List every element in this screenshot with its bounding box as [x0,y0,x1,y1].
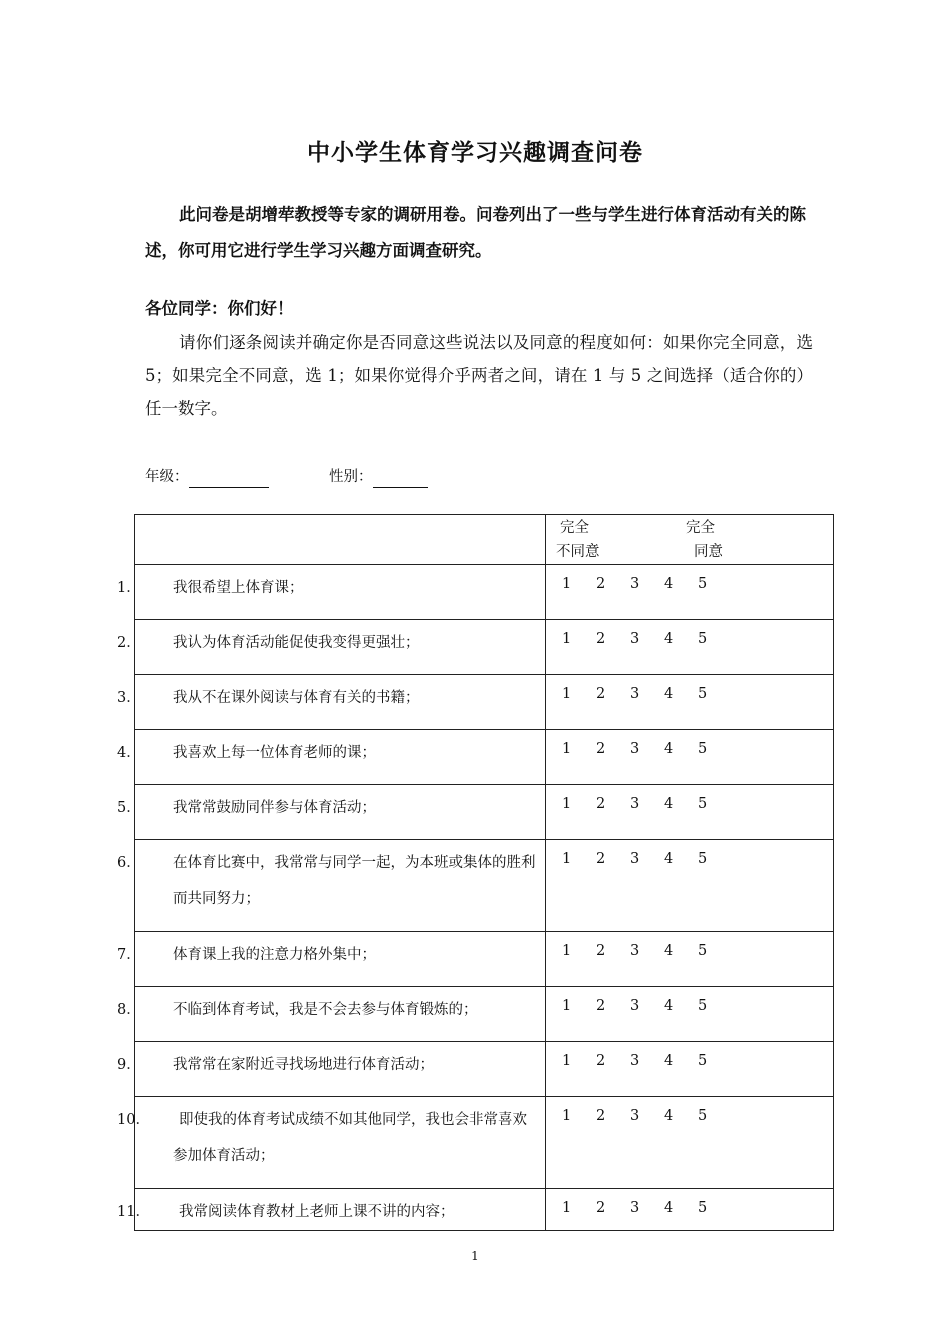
scale-option-1[interactable]: 1 [562,1053,572,1069]
table-row [135,840,834,932]
scale-option-4[interactable]: 4 [664,1053,674,1069]
question-text: 我常常鼓励同伴参与体育活动； [173,800,376,816]
question-text: 我常阅读体育教材上老师上课不讲的内容； [179,1204,455,1220]
table-row [135,620,834,675]
scale-option-4[interactable]: 4 [664,741,674,757]
scale-option-4[interactable]: 4 [664,1200,674,1216]
header-disagree-top: 完全 [560,520,589,536]
scale-option-1[interactable]: 1 [562,1200,572,1216]
scale-option-2[interactable]: 2 [596,686,606,702]
question-text: 不临到体育考试，我是不会去参与体育锻炼的； [173,1002,478,1018]
gender-label: 性别： [329,469,373,485]
question-number: 2． [117,635,141,651]
scale-option-2[interactable]: 2 [596,741,606,757]
scale-option-5[interactable]: 5 [698,1108,708,1124]
question-number: 1． [117,580,141,596]
scale-option-1[interactable]: 1 [562,998,572,1014]
scale-option-5[interactable]: 5 [698,741,708,757]
header-scale-cell [546,515,834,565]
scale-option-1[interactable]: 1 [562,741,572,757]
question-cell [117,932,546,987]
scale-cell [546,840,834,932]
scale-option-2[interactable]: 2 [596,851,606,867]
question-text: 我从不在课外阅读与体育有关的书籍； [173,690,420,706]
scale-option-3[interactable]: 3 [630,1108,640,1124]
scale-cell [546,1097,834,1189]
question-cell [117,675,546,730]
scale-option-4[interactable]: 4 [664,851,674,867]
scale-option-2[interactable]: 2 [596,1108,606,1124]
scale-option-4[interactable]: 4 [664,576,674,592]
question-text: 体育课上我的注意力格外集中； [173,947,376,963]
scale-option-2[interactable]: 2 [596,943,606,959]
scale-option-1[interactable]: 1 [562,686,572,702]
scale-option-4[interactable]: 4 [664,796,674,812]
question-number: 8． [117,1002,141,1018]
question-text: 我很希望上体育课； [173,580,304,596]
scale-cell [546,620,834,675]
scale-option-2[interactable]: 2 [596,796,606,812]
table-row [135,1097,834,1189]
table-row [135,1189,834,1231]
question-cell [117,785,546,840]
scale-option-1[interactable]: 1 [562,576,572,592]
scale-option-3[interactable]: 3 [630,686,640,702]
question-cell [117,730,546,785]
questionnaire-table [117,514,834,1231]
scale-option-2[interactable]: 2 [596,1200,606,1216]
scale-option-4[interactable]: 4 [664,1108,674,1124]
scale-option-4[interactable]: 4 [664,686,674,702]
scale-option-5[interactable]: 5 [698,576,708,592]
scale-option-2[interactable]: 2 [596,576,606,592]
header-agree-bottom: 同意 [694,544,723,560]
scale-option-4[interactable]: 4 [664,943,674,959]
table-row [135,987,834,1042]
scale-option-3[interactable]: 3 [630,576,640,592]
scale-option-2[interactable]: 2 [596,998,606,1014]
scale-option-5[interactable]: 5 [698,796,708,812]
table-row [135,932,834,987]
instructions-paragraph: 请你们逐条阅读并确定你是否同意这些说法以及同意的程度如何：如果你完全同意，选 5；如果完全不同意，选 1；如果你觉得介乎两者之间，请在 1 与 5 之间选择（适合你的）任一数字。 [145,333,813,418]
question-text: 我认为体育活动能促使我变得更强壮； [173,635,420,651]
scale-option-3[interactable]: 3 [630,998,640,1014]
question-cell [117,987,546,1042]
scale-option-5[interactable]: 5 [698,1200,708,1216]
question-cell [117,1042,546,1097]
question-number: 11． [117,1204,150,1220]
question-number: 4． [117,745,141,761]
scale-option-5[interactable]: 5 [698,998,708,1014]
header-disagree [556,516,600,564]
header-row [135,515,834,565]
scale-option-1[interactable]: 1 [562,1108,572,1124]
header-agree [686,516,723,564]
scale-cell [546,730,834,785]
scale-cell [546,1042,834,1097]
header-agree-top: 完全 [686,520,715,536]
scale-option-4[interactable]: 4 [664,631,674,647]
header-blank-cell [135,515,546,565]
scale-option-3[interactable]: 3 [630,943,640,959]
scale-option-5[interactable]: 5 [698,631,708,647]
intro-paragraph: 此问卷是胡增荦教授等专家的调研用卷。问卷列出了一些与学生进行体育活动有关的陈述，你可用它进行学生学习兴趣方面调查研究。 [145,205,806,260]
scale-cell [546,987,834,1042]
page-title: 中小学生体育学习兴趣调查问卷 [307,140,643,166]
scale-option-1[interactable]: 1 [562,943,572,959]
scale-option-4[interactable]: 4 [664,998,674,1014]
scale-option-5[interactable]: 5 [698,686,708,702]
gender-blank[interactable] [373,471,428,488]
question-number: 6． [117,855,141,871]
scale-cell [546,565,834,620]
greeting: 各位同学：你们好！ [145,299,294,318]
question-number: 9． [117,1057,141,1073]
question-cell [117,1097,546,1189]
scale-option-3[interactable]: 3 [630,851,640,867]
scale-option-3[interactable]: 3 [630,796,640,812]
table-row [135,565,834,620]
question-cell [117,620,546,675]
scale-option-2[interactable]: 2 [596,1053,606,1069]
question-number: 7． [117,947,141,963]
scale-option-2[interactable]: 2 [596,631,606,647]
question-number: 10． [117,1112,150,1128]
question-number: 5． [117,800,141,816]
page-number: 1 [471,1249,479,1263]
scale-cell [546,785,834,840]
grade-label: 年级： [145,469,189,485]
gender-field[interactable] [329,466,428,488]
scale-option-5[interactable]: 5 [698,851,708,867]
scale-cell [546,932,834,987]
table-row [135,785,834,840]
question-text: 即使我的体育考试成绩不如其他同学，我也会非常喜欢参加体育活动； [173,1112,527,1164]
question-cell [117,1189,546,1231]
table-row [135,675,834,730]
table-row [135,1042,834,1097]
question-cell [117,565,546,620]
scale-option-3[interactable]: 3 [630,741,640,757]
scale-cell [546,675,834,730]
scale-option-1[interactable]: 1 [562,796,572,812]
scale-option-1[interactable]: 1 [562,851,572,867]
question-number: 3． [117,690,141,706]
question-text: 我常常在家附近寻找场地进行体育活动； [173,1057,434,1073]
question-text: 在体育比赛中，我常常与同学一起，为本班或集体的胜利而共同努力； [173,855,536,907]
table-row [135,730,834,785]
scale-cell [546,1189,834,1231]
scale-option-3[interactable]: 3 [630,631,640,647]
scale-option-1[interactable]: 1 [562,631,572,647]
scale-option-3[interactable]: 3 [630,1053,640,1069]
scale-option-3[interactable]: 3 [630,1200,640,1216]
question-cell [117,840,546,932]
grade-field[interactable] [145,466,269,488]
grade-blank[interactable] [189,471,269,488]
question-text: 我喜欢上每一位体育老师的课； [173,745,376,761]
scale-option-5[interactable]: 5 [698,943,708,959]
header-disagree-bottom: 不同意 [556,544,600,560]
scale-option-5[interactable]: 5 [698,1053,708,1069]
